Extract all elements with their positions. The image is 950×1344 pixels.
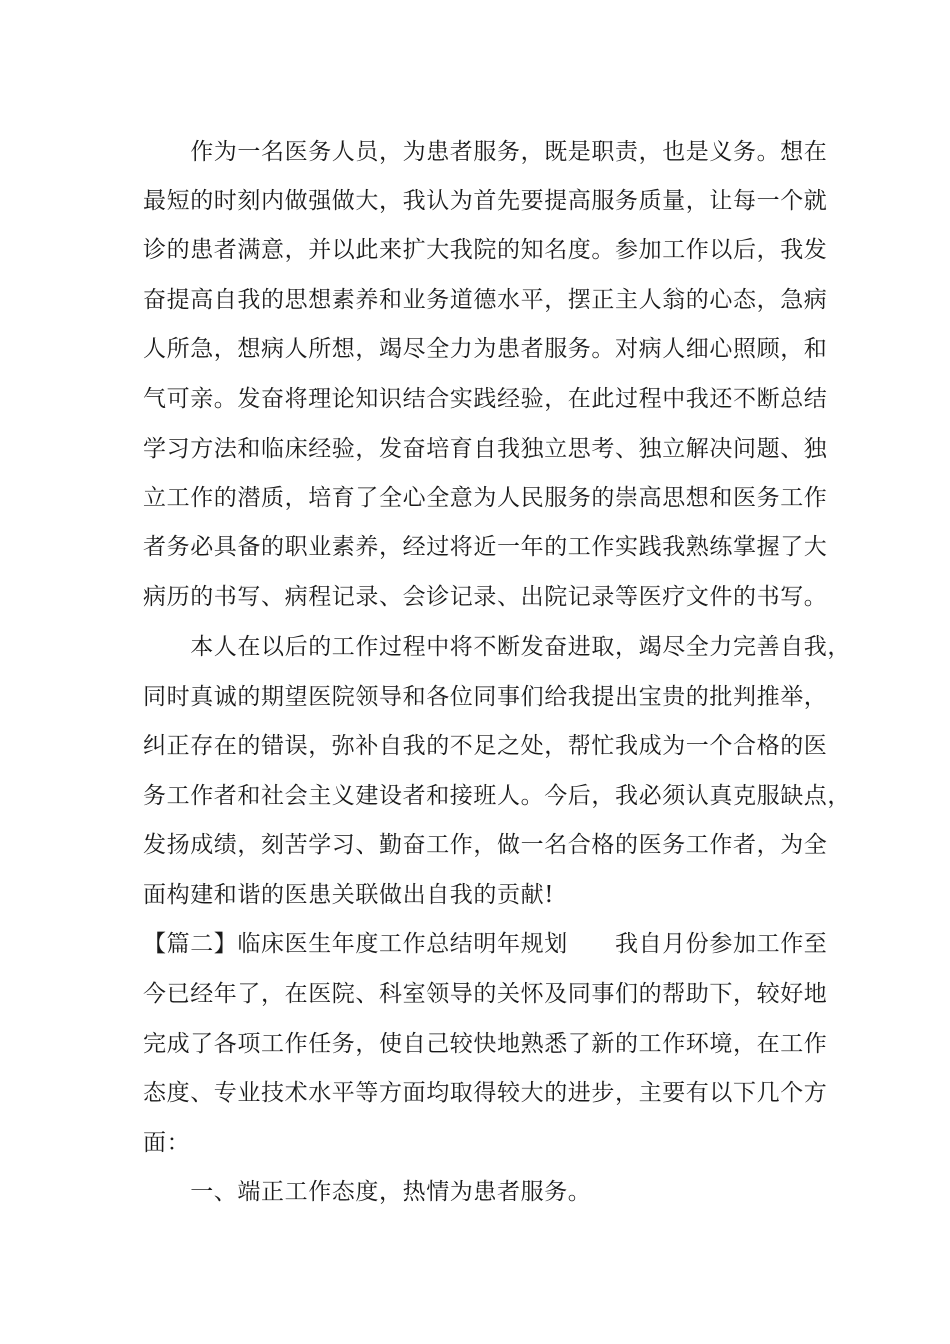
text-line: 立工作的潜质，培育了全心全意为人民服务的崇高思想和医务工作 xyxy=(143,485,828,511)
text-line: 同时真诚的期望医院领导和各位同事们给我提出宝贵的批判推举， xyxy=(143,684,828,710)
text-line: 诊的患者满意，并以此来扩大我院的知名度。参加工作以后，我发 xyxy=(143,237,828,263)
text-line: 发扬成绩，刻苦学习、勤奋工作，做一名合格的医务工作者，为全 xyxy=(143,832,828,858)
text-line: 务工作者和社会主义建设者和接班人。今后，我必须认真克服缺点， xyxy=(143,783,851,809)
text-line: 者务必具备的职业素养，经过将近一年的工作实践我熟练掌握了大 xyxy=(143,534,828,560)
text-line: 本人在以后的工作过程中将不断发奋进取，竭尽全力完善自我， xyxy=(143,634,851,660)
text-line: 人所急，想病人所想，竭尽全力为患者服务。对病人细心照顾，和 xyxy=(143,336,828,362)
text-line: 最短的时刻内做强做大，我认为首先要提高服务质量，让每一个就 xyxy=(143,188,828,214)
text-line: 今已经年了，在医院、科室领导的关怀及同事们的帮助下，较好地 xyxy=(143,981,828,1007)
text-line: 面： xyxy=(143,1130,191,1156)
text-line: 纠正存在的错误，弥补自我的不足之处，帮忙我成为一个合格的医 xyxy=(143,733,828,759)
text-line: 态度、专业技术水平等方面均取得较大的进步，主要有以下几个方 xyxy=(143,1080,828,1106)
text-line: 面构建和谐的医患关联做出自我的贡献! xyxy=(143,882,555,908)
text-line: 一、端正工作态度，热情为患者服务。 xyxy=(143,1179,592,1205)
text-line: 奋提高自我的思想素养和业务道德水平，摆正主人翁的心态，急病 xyxy=(143,287,828,313)
text-line: 作为一名医务人员，为患者服务，既是职责，也是义务。想在 xyxy=(143,139,828,165)
text-line: 完成了各项工作任务，使自己较快地熟悉了新的工作环境，在工作 xyxy=(143,1031,828,1057)
text-line: 病历的书写、病程记录、会诊记录、出院记录等医疗文件的书写。 xyxy=(143,584,828,610)
text-line: 气可亲。发奋将理论知识结合实践经验，在此过程中我还不断总结 xyxy=(143,386,828,412)
text-line: 【篇二】临床医生年度工作总结明年规划 我自月份参加工作至 xyxy=(143,931,828,957)
text-line: 学习方法和临床经验，发奋培育自我独立思考、独立解决问题、独 xyxy=(143,436,828,462)
